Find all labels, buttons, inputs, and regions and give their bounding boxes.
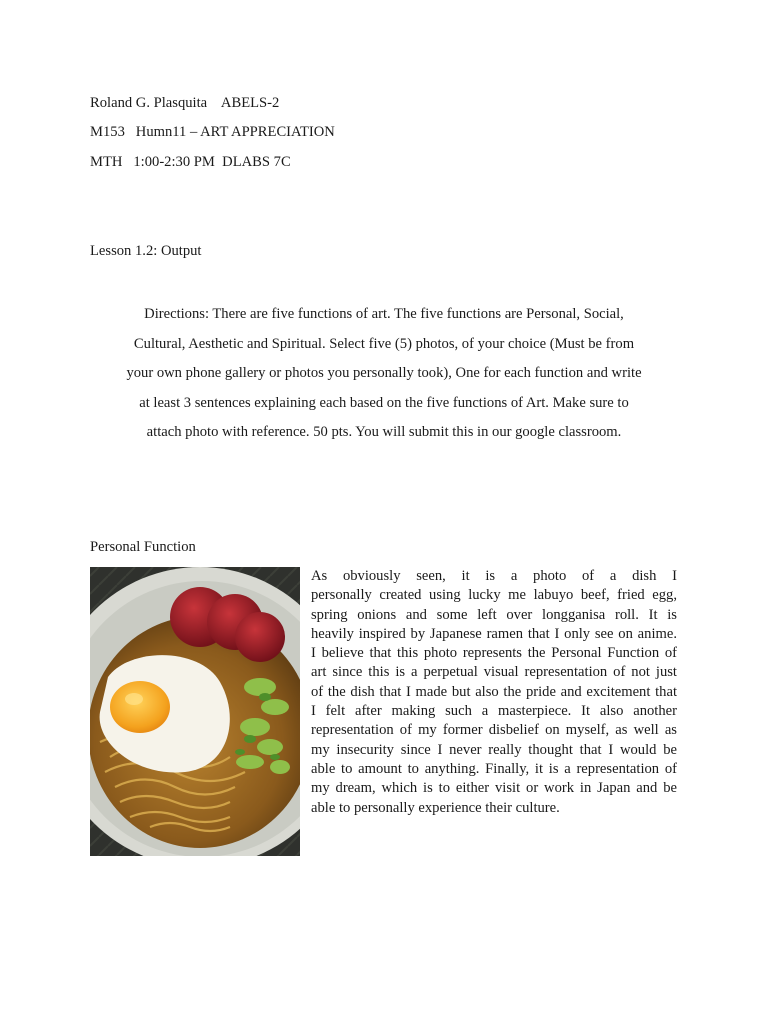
paragraph-line: art since this is a perpetual visual representation of not just (311, 664, 677, 681)
paragraph-line: representation of my former disbelief on myself, as well as (311, 722, 677, 739)
directions-line: attach photo with reference. 50 pts. You will submit this in our google classroom. (146, 424, 622, 440)
paragraph-line: As obviously seen, it is a photo of a dish I (311, 568, 677, 584)
section-title: Personal Function (90, 539, 196, 555)
paragraph-line: my insecurity since I never really thought that I would be (311, 741, 677, 758)
lesson-title: Lesson 1.2: Output (90, 243, 202, 259)
paragraph-line: heavily inspired by Japanese ramen that I only see on anime. (311, 625, 677, 642)
paragraph-line: able to amount to anything. Finally, it is a representation of (311, 760, 677, 777)
paragraph-line: of the dish that I made but also the pride and excitement that (311, 683, 677, 700)
paragraph-line: I felt after making such a masterpiece. It also another (311, 703, 677, 720)
directions-line: your own phone gallery or photos you personally took), One for each function and write (126, 365, 642, 381)
directions-line: Cultural, Aesthetic and Spiritual. Select five (5) photos, of your choice (Must be from (133, 335, 635, 352)
paragraph-line: personally created using lucky me labuyo beef, fried egg, (311, 587, 677, 604)
directions-line: Directions: There are five functions of art. The five functions are Personal, Social, (144, 306, 624, 322)
paragraph-line: spring onions and some left over longganisa roll. It is (311, 606, 677, 623)
course-line: M153 Humn11 – ART APPRECIATION (90, 124, 335, 140)
paragraph-line: able to personally experience their culture. (311, 799, 560, 816)
directions-line: at least 3 sentences explaining each based on the five functions of Art. Make sure to (139, 394, 629, 411)
ramen-photo (90, 567, 300, 856)
author-line: Roland G. Plasquita ABELS-2 (90, 95, 280, 111)
paragraph-line: I believe that this photo represents the Personal Function of (311, 645, 677, 662)
schedule-line: MTH 1:00-2:30 PM DLABS 7C (90, 154, 291, 170)
directions-paragraph (114, 300, 654, 448)
personal-function-paragraph (311, 567, 677, 818)
paragraph-line: my dream, which is to either visit or work in Japan and be (311, 780, 677, 797)
